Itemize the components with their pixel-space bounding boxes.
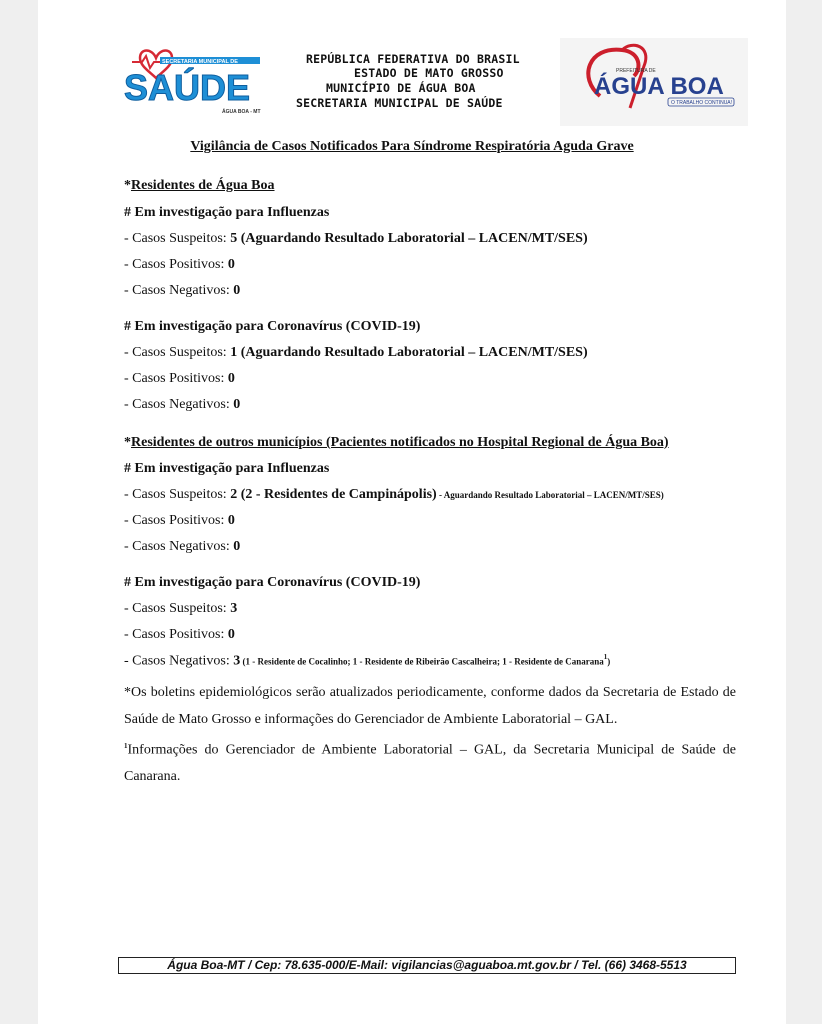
section2-covid-negativos [124,653,610,670]
section2-covid-heading: # Em investigação para Coronavírus (COVID-19) [124,575,421,590]
positivos-value: 0 [227,257,235,272]
header-line-estado: ESTADO DE MATO GROSSO [354,66,504,80]
saude-logo-brand: SAÚDE [124,67,251,108]
document-page [38,0,786,1024]
note-sup: 1 [124,742,128,750]
section2-influenza-heading: # Em investigação para Influenzas [124,461,330,476]
section2-covid-suspeitos [124,601,237,617]
negativos-note: (1 - Residente de Cocalinho; 1 - Residente de Ribeirão Cascalheira; 1 - Residente de Canarana [240,656,604,667]
header-line-secretaria: SECRETARIA MUNICIPAL DE SAÚDE [296,96,503,110]
suspeitos-note: - Aguardando Resultado Laboratorial – LACEN/MT/SES) [436,490,664,500]
section1-covid-heading: # Em investigação para Coronavírus (COVID-19) [124,319,421,334]
agua-boa-logo-tagline: O TRABALHO CONTINUA! [671,100,733,106]
positivos-value: 0 [227,627,235,642]
footer-contact: Água Boa-MT / Cep: 78.635-000/E-Mail: vigilancias@aguaboa.mt.gov.br / Tel. (66) 3468-5513 [118,957,736,974]
suspeitos-label: - Casos Suspeitos: [124,487,231,502]
suspeitos-value: 5 (Aguardando Resultado Laboratorial – LACEN/MT/SES) [230,231,588,246]
section1-covid-suspeitos [124,345,588,361]
negativos-label: - Casos Negativos: [124,653,234,669]
section1-heading [124,178,275,194]
section1-star: * [124,178,131,193]
suspeitos-value: 3 [230,601,238,616]
negativos-label: - Casos Negativos: [124,539,234,554]
positivos-label: - Casos Positivos: [124,627,228,642]
negativos-value: 3 [233,653,241,669]
section1-covid-negativos [124,397,240,413]
negativos-label: - Casos Negativos: [124,283,234,298]
agua-boa-logo-brand: ÁGUA BOA [594,73,724,100]
section2-influenza-positivos [124,513,235,529]
negativos-note-sup: 1 [603,653,608,661]
saude-logo-sub: SECRETARIA MUNICIPAL DE [162,59,238,65]
section1-influenza-negativos [124,283,240,299]
positivos-label: - Casos Positivos: [124,513,228,528]
negativos-value: 0 [233,397,241,412]
saude-logo [122,40,272,120]
note-text: Informações do Gerenciador de Ambiente Laboratorial – GAL, da Secretaria Municipal de Saúde de Canarana. [124,742,736,785]
suspeitos-label: - Casos Suspeitos: [124,231,231,246]
positivos-label: - Casos Positivos: [124,371,228,386]
negativos-label: - Casos Negativos: [124,397,234,412]
section2-heading-text: Residentes de outros municípios (Pacientes notificados no Hospital Regional de Água Boa) [131,435,669,450]
saude-logo-place: ÁGUA BOA - MT [222,109,261,115]
document-title: Vigilância de Casos Notificados Para Síndrome Respiratória Aguda Grave [190,139,634,154]
section2-influenza-negativos [124,539,240,555]
negativos-value: 0 [233,283,241,298]
section1-covid-positivos [124,371,235,387]
section1-influenza-heading: # Em investigação para Influenzas [124,205,330,220]
section1-heading-text: Residentes de Água Boa [131,178,275,193]
positivos-value: 0 [227,513,235,528]
suspeitos-value: 2 (2 - Residentes de Campinápolis) [230,487,437,502]
positivos-label: - Casos Positivos: [124,257,228,272]
positivos-value: 0 [227,371,235,386]
section2-heading [124,435,669,451]
suspeitos-value: 1 (Aguardando Resultado Laboratorial – LACEN/MT/SES) [230,345,588,360]
section2-covid-positivos [124,627,235,643]
header-line-municipio: MUNICÍPIO DE ÁGUA BOA [326,81,476,95]
section2-star: * [124,435,131,450]
section1-influenza-suspeitos [124,231,588,247]
note-gal-canarana [124,733,736,791]
agua-boa-logo [560,38,748,126]
agua-boa-logo-top: PREFEITURA DE [616,68,656,74]
negativos-note-end: ) [607,656,611,667]
suspeitos-label: - Casos Suspeitos: [124,601,231,616]
section1-influenza-positivos [124,257,235,273]
suspeitos-label: - Casos Suspeitos: [124,345,231,360]
header-line-republica: REPÚBLICA FEDERATIVA DO BRASIL [306,52,520,66]
negativos-value: 0 [233,539,241,554]
section2-influenza-suspeitos [124,487,664,503]
note-boletins: *Os boletins epidemiológicos serão atualizados periodicamente, conforme dados da Secretaria de Estado de Saúde de Mato Grosso e informações do Gerenciador de Ambiente Laboratorial – GAL. [124,685,736,727]
